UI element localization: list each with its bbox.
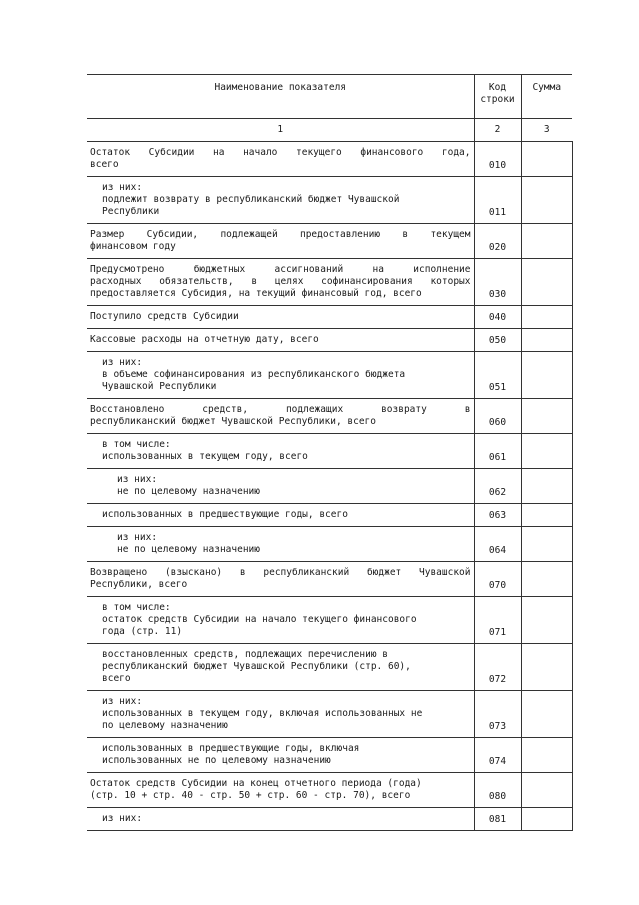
table-row: [87, 773, 572, 808]
table-row: [87, 469, 572, 504]
row-code: 080: [474, 773, 521, 808]
row-code: 010: [474, 142, 521, 177]
row-name: [87, 434, 474, 469]
row-sum-cell[interactable]: [521, 562, 572, 597]
row-sum-cell[interactable]: [521, 808, 572, 831]
row-code: 062: [474, 469, 521, 504]
row-sum-cell[interactable]: [521, 177, 572, 224]
row-sum-cell[interactable]: [521, 224, 572, 259]
row-name-line: предоставляется Субсидия, на текущий финансовый год, всего: [90, 288, 422, 299]
table-row: [87, 504, 572, 527]
row-code: 071: [474, 597, 521, 644]
table-row: [87, 259, 572, 306]
row-sum-cell[interactable]: [521, 527, 572, 562]
row-name-line: использованных в предшествующие годы, включая: [102, 743, 360, 754]
row-name: [87, 644, 474, 691]
row-name-line: финансовом году: [90, 241, 176, 252]
row-name: [87, 504, 474, 527]
row-name-line: из них:: [102, 696, 143, 707]
row-name-line: использованных в предшествующие годы, всего: [102, 509, 348, 520]
row-name-line: использованных не по целевому назначению: [102, 755, 331, 766]
row-name-line: года (стр. 11): [102, 626, 183, 637]
row-name: [87, 306, 474, 329]
row-sum-cell[interactable]: [521, 352, 572, 399]
table-row: [87, 177, 572, 224]
table-row: [87, 597, 572, 644]
row-name-line: использованных в текущем году, всего: [102, 451, 308, 462]
row-code: 051: [474, 352, 521, 399]
report-table: [87, 74, 573, 831]
table-row: [87, 352, 572, 399]
row-code: 081: [474, 808, 521, 831]
row-name-line: Чувашской Республики: [102, 381, 217, 392]
row-name-line: не по целевому назначению: [117, 544, 260, 555]
header-code-line1: Код: [488, 82, 507, 93]
row-name: [87, 562, 474, 597]
row-code: 011: [474, 177, 521, 224]
row-code: 030: [474, 259, 521, 306]
table-row: [87, 399, 572, 434]
table-row: [87, 691, 572, 738]
row-sum-cell[interactable]: [521, 259, 572, 306]
row-name-line: из них:: [102, 357, 143, 368]
row-name-line: республиканский бюджет Чувашской Республики, всего: [90, 416, 376, 427]
row-name-line: всего: [90, 159, 119, 170]
column-number-1: 1: [87, 119, 474, 142]
row-code: 050: [474, 329, 521, 352]
header-name: Наименование показателя: [87, 75, 474, 119]
row-name-line: Кассовые расходы на отчетную дату, всего: [90, 334, 319, 345]
table-body: [87, 142, 572, 831]
row-name-line: Республики, всего: [90, 579, 188, 590]
row-sum-cell[interactable]: [521, 691, 572, 738]
table-row: [87, 644, 572, 691]
row-name: [87, 142, 474, 177]
table-row: [87, 434, 572, 469]
row-name-line: в объеме софинансирования из республиканского бюджета: [102, 369, 406, 380]
header-code: [474, 75, 521, 119]
row-name: [87, 738, 474, 773]
row-sum-cell[interactable]: [521, 434, 572, 469]
table-row: [87, 527, 572, 562]
row-name: [87, 597, 474, 644]
row-name-line: из них:: [102, 813, 143, 824]
row-name-line: не по целевому назначению: [117, 486, 260, 497]
row-name-line: республиканский бюджет Чувашской Республики (стр. 60),: [102, 661, 411, 672]
row-sum-cell[interactable]: [521, 469, 572, 504]
row-name-line: Размер Субсидии, подлежащей предоставлению в текущем: [90, 229, 471, 240]
row-sum-cell[interactable]: [521, 597, 572, 644]
row-code: 063: [474, 504, 521, 527]
row-name-line: Остаток средств Субсидии на конец отчетного периода (года): [90, 778, 422, 789]
row-name: [87, 469, 474, 504]
row-name-line: восстановленных средств, подлежащих перечислению в: [102, 649, 388, 660]
row-code: 061: [474, 434, 521, 469]
header-code-line2: строки: [480, 94, 515, 105]
row-name-line: всего: [102, 673, 131, 684]
row-code: 073: [474, 691, 521, 738]
header-sum: Сумма: [521, 75, 572, 119]
column-number-3: 3: [521, 119, 572, 142]
row-sum-cell[interactable]: [521, 504, 572, 527]
row-name-line: Поступило средств Субсидии: [90, 311, 239, 322]
row-sum-cell[interactable]: [521, 306, 572, 329]
table-row: [87, 142, 572, 177]
table-row: [87, 224, 572, 259]
row-code: 060: [474, 399, 521, 434]
row-code: 040: [474, 306, 521, 329]
row-name-line: из них:: [117, 532, 158, 543]
row-name: [87, 691, 474, 738]
row-name: [87, 399, 474, 434]
row-name: [87, 329, 474, 352]
row-name-line: по целевому назначению: [102, 720, 228, 731]
row-sum-cell[interactable]: [521, 773, 572, 808]
row-name: [87, 527, 474, 562]
row-name-line: в том числе:: [102, 602, 171, 613]
row-name-line: подлежит возврату в республиканский бюджет Чувашской: [102, 194, 400, 205]
row-sum-cell[interactable]: [521, 738, 572, 773]
row-name-line: Возвращено (взыскано) в республиканский бюджет Чувашской: [90, 567, 471, 578]
row-name-line: расходных обязательств, в целях софинансирования которых: [90, 276, 471, 287]
row-name: [87, 259, 474, 306]
row-name-line: в том числе:: [102, 439, 171, 450]
row-name-line: (стр. 10 + стр. 40 - стр. 50 + стр. 60 - стр. 70), всего: [90, 790, 411, 801]
row-name-line: из них:: [117, 474, 158, 485]
row-code: 074: [474, 738, 521, 773]
row-code: 072: [474, 644, 521, 691]
table-row: [87, 808, 572, 831]
row-name: [87, 808, 474, 831]
row-name: [87, 177, 474, 224]
row-name-line: Республики: [102, 206, 160, 217]
row-name: [87, 352, 474, 399]
table-row: [87, 738, 572, 773]
row-name-line: из них:: [102, 182, 143, 193]
row-code: 020: [474, 224, 521, 259]
row-sum-cell[interactable]: [521, 399, 572, 434]
table-row: [87, 562, 572, 597]
row-name-line: остаток средств Субсидии на начало текущего финансового: [102, 614, 417, 625]
row-sum-cell[interactable]: [521, 644, 572, 691]
row-name-line: Предусмотрено бюджетных ассигнований на исполнение: [90, 264, 471, 275]
row-sum-cell[interactable]: [521, 329, 572, 352]
row-code: 070: [474, 562, 521, 597]
row-name-line: использованных в текущем году, включая использованных не: [102, 708, 423, 719]
row-sum-cell[interactable]: [521, 142, 572, 177]
row-name: [87, 773, 474, 808]
row-name: [87, 224, 474, 259]
row-code: 064: [474, 527, 521, 562]
table-row: [87, 306, 572, 329]
column-number-2: 2: [474, 119, 521, 142]
table-row: [87, 329, 572, 352]
row-name-line: Восстановлено средств, подлежащих возврату в: [90, 404, 471, 415]
row-name-line: Остаток Субсидии на начало текущего финансового года,: [90, 147, 471, 158]
